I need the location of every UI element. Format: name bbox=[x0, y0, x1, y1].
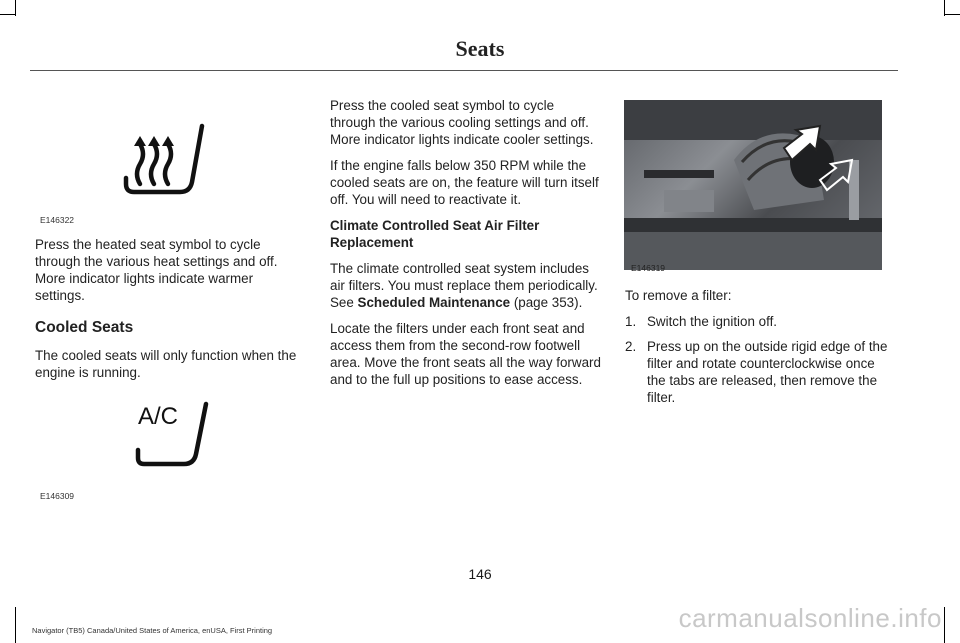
step-text: Switch the ignition off. bbox=[647, 314, 778, 329]
page-title: Seats bbox=[455, 36, 505, 61]
watermark: carmanualsonline.info bbox=[678, 603, 942, 633]
text-span: The climate controlled seat system includes air filters. You must replace them periodically. See bbox=[330, 261, 598, 310]
figure-id: E146309 bbox=[40, 491, 75, 501]
paragraph bbox=[330, 260, 602, 311]
filter-location-photo bbox=[624, 100, 882, 270]
crop-mark bbox=[0, 14, 16, 15]
paragraph: If the engine falls below 350 RPM while the cooled seats are on, the feature will turn itself off. You will need to reactivate it. bbox=[330, 158, 599, 207]
list-item bbox=[625, 338, 897, 406]
column-middle bbox=[330, 97, 602, 397]
section-heading: Cooled Seats bbox=[35, 319, 134, 336]
crop-mark bbox=[15, 0, 16, 16]
crop-mark bbox=[944, 607, 945, 643]
step-text: Press up on the outside rigid edge of the filter and rotate counterclockwise once the tabs are released, then remove the filter. bbox=[647, 339, 888, 405]
paragraph: To remove a filter: bbox=[625, 288, 732, 303]
heated-seat-text: Press the heated seat symbol to cycle through the various heat settings and off. More indicator lights indicate warmer settings. bbox=[35, 237, 278, 303]
crop-mark bbox=[944, 0, 945, 16]
footer-text: Navigator (TB5) Canada/United States of America, enUSA, First Printing bbox=[32, 626, 273, 635]
page-number: 146 bbox=[468, 566, 492, 582]
scheduled-maintenance-link[interactable]: Scheduled Maintenance bbox=[357, 295, 511, 310]
column-left bbox=[35, 236, 301, 390]
step-number: 2. bbox=[625, 339, 637, 354]
steps-list bbox=[625, 313, 897, 406]
step-number: 1. bbox=[625, 314, 637, 329]
section-heading: Climate Controlled Seat Air Filter Replacement bbox=[330, 218, 540, 250]
crop-mark bbox=[944, 14, 960, 15]
header-divider bbox=[30, 70, 898, 71]
column-right bbox=[625, 287, 897, 414]
figure-id: E146319 bbox=[631, 263, 666, 273]
crop-mark bbox=[15, 607, 16, 643]
heated-seat-icon bbox=[122, 120, 212, 202]
list-item bbox=[625, 313, 897, 330]
cooled-seat-text: The cooled seats will only function when the engine is running. bbox=[35, 348, 297, 380]
figure-id: E146322 bbox=[40, 215, 75, 225]
text-span: (page 353). bbox=[510, 295, 583, 310]
ac-label: A/C bbox=[138, 403, 179, 430]
paragraph: Locate the filters under each front seat and access them from the second-row footwell area. Move the front seats all the way forward and to the full up positions to ease access. bbox=[330, 321, 601, 387]
paragraph: Press the cooled seat symbol to cycle through the various cooling settings and off. More indicator lights indicate cooler settings. bbox=[330, 98, 594, 147]
